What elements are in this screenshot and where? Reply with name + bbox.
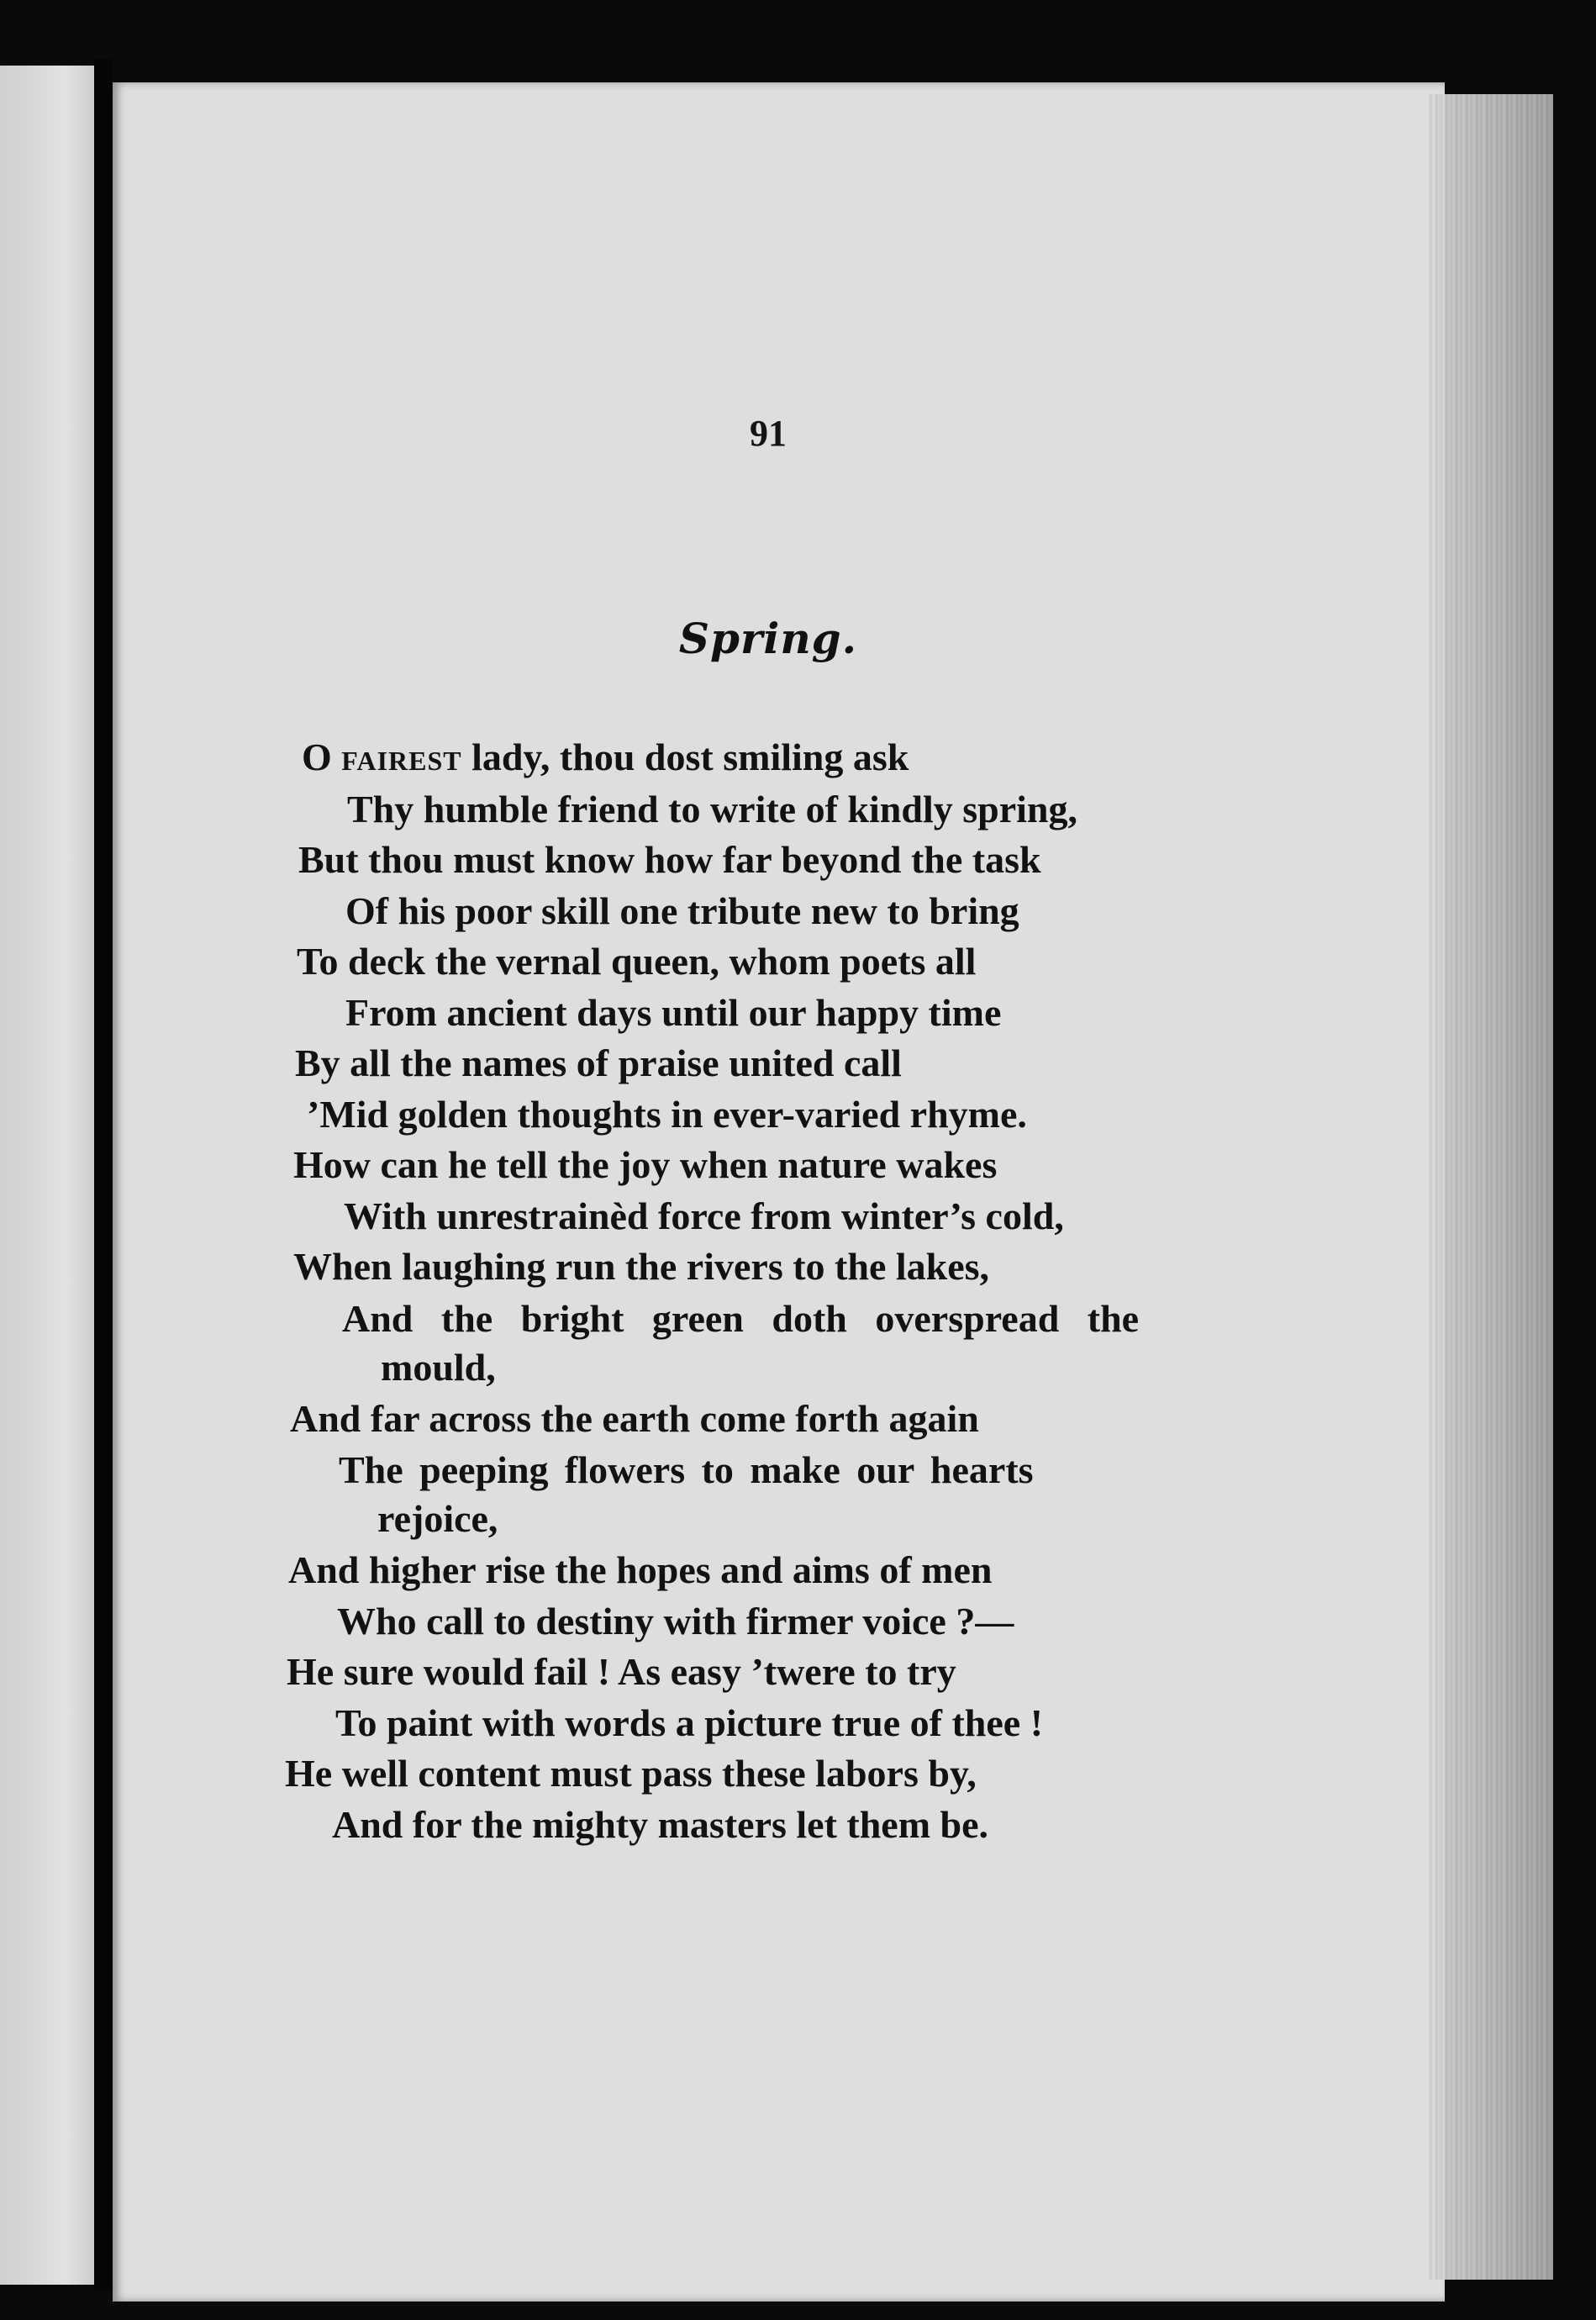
poem-line: When laughing run the rivers to the lakes, bbox=[293, 1245, 990, 1288]
poem-line: And for the mighty masters let them be. bbox=[332, 1803, 989, 1846]
poem-line: From ancient days until our happy time bbox=[345, 991, 1002, 1034]
poem-line-text: lady, thou dost smiling ask bbox=[461, 736, 909, 778]
poem-line: With unrestrainèd force from winter’s cold, bbox=[344, 1194, 1064, 1237]
book-page bbox=[113, 82, 1445, 2302]
poem-line: ’Mid golden thoughts in ever-varied rhyme. bbox=[307, 1093, 1027, 1136]
poem-line: mould, bbox=[381, 1346, 496, 1389]
poem-line: But thou must know how far beyond the task bbox=[298, 838, 1041, 881]
poem-title: Spring. bbox=[678, 614, 858, 663]
page-number bbox=[113, 412, 1424, 455]
poem-line: Thy humble friend to write of kindly spring, bbox=[347, 788, 1077, 830]
book-gutter bbox=[94, 59, 113, 2291]
poem-line: He well content must pass these labors by, bbox=[285, 1752, 977, 1795]
poem-line-lead: O bbox=[302, 736, 342, 778]
poem-line: By all the names of praise united call bbox=[295, 1041, 902, 1084]
page-block-edge bbox=[1429, 94, 1553, 2280]
poem-line: rejoice, bbox=[377, 1497, 498, 1540]
poem-line: And higher rise the hopes and aims of men bbox=[288, 1548, 993, 1591]
poem-line: To paint with words a picture true of thee ! bbox=[335, 1701, 1044, 1744]
facing-page-edge bbox=[0, 66, 94, 2285]
poem-line: How can he tell the joy when nature wakes bbox=[293, 1143, 998, 1186]
poem-line: He sure would fail ! As easy ’twere to try bbox=[287, 1650, 956, 1693]
poem-line-smallcaps: fairest bbox=[341, 736, 462, 778]
poem-line bbox=[302, 738, 909, 777]
poem-line: To deck the vernal queen, whom poets all bbox=[297, 940, 977, 983]
poem-line: And the bright green doth overspread the bbox=[342, 1297, 1140, 1340]
poem-line: Who call to destiny with firmer voice ?— bbox=[337, 1600, 1014, 1642]
poem-line: And far across the earth come forth again bbox=[290, 1397, 979, 1440]
poem-line: Of his poor skill one tribute new to bring bbox=[345, 889, 1019, 932]
poem-line: The peeping flowers to make our hearts bbox=[339, 1448, 1034, 1491]
page-number-text: 91 bbox=[750, 413, 787, 454]
